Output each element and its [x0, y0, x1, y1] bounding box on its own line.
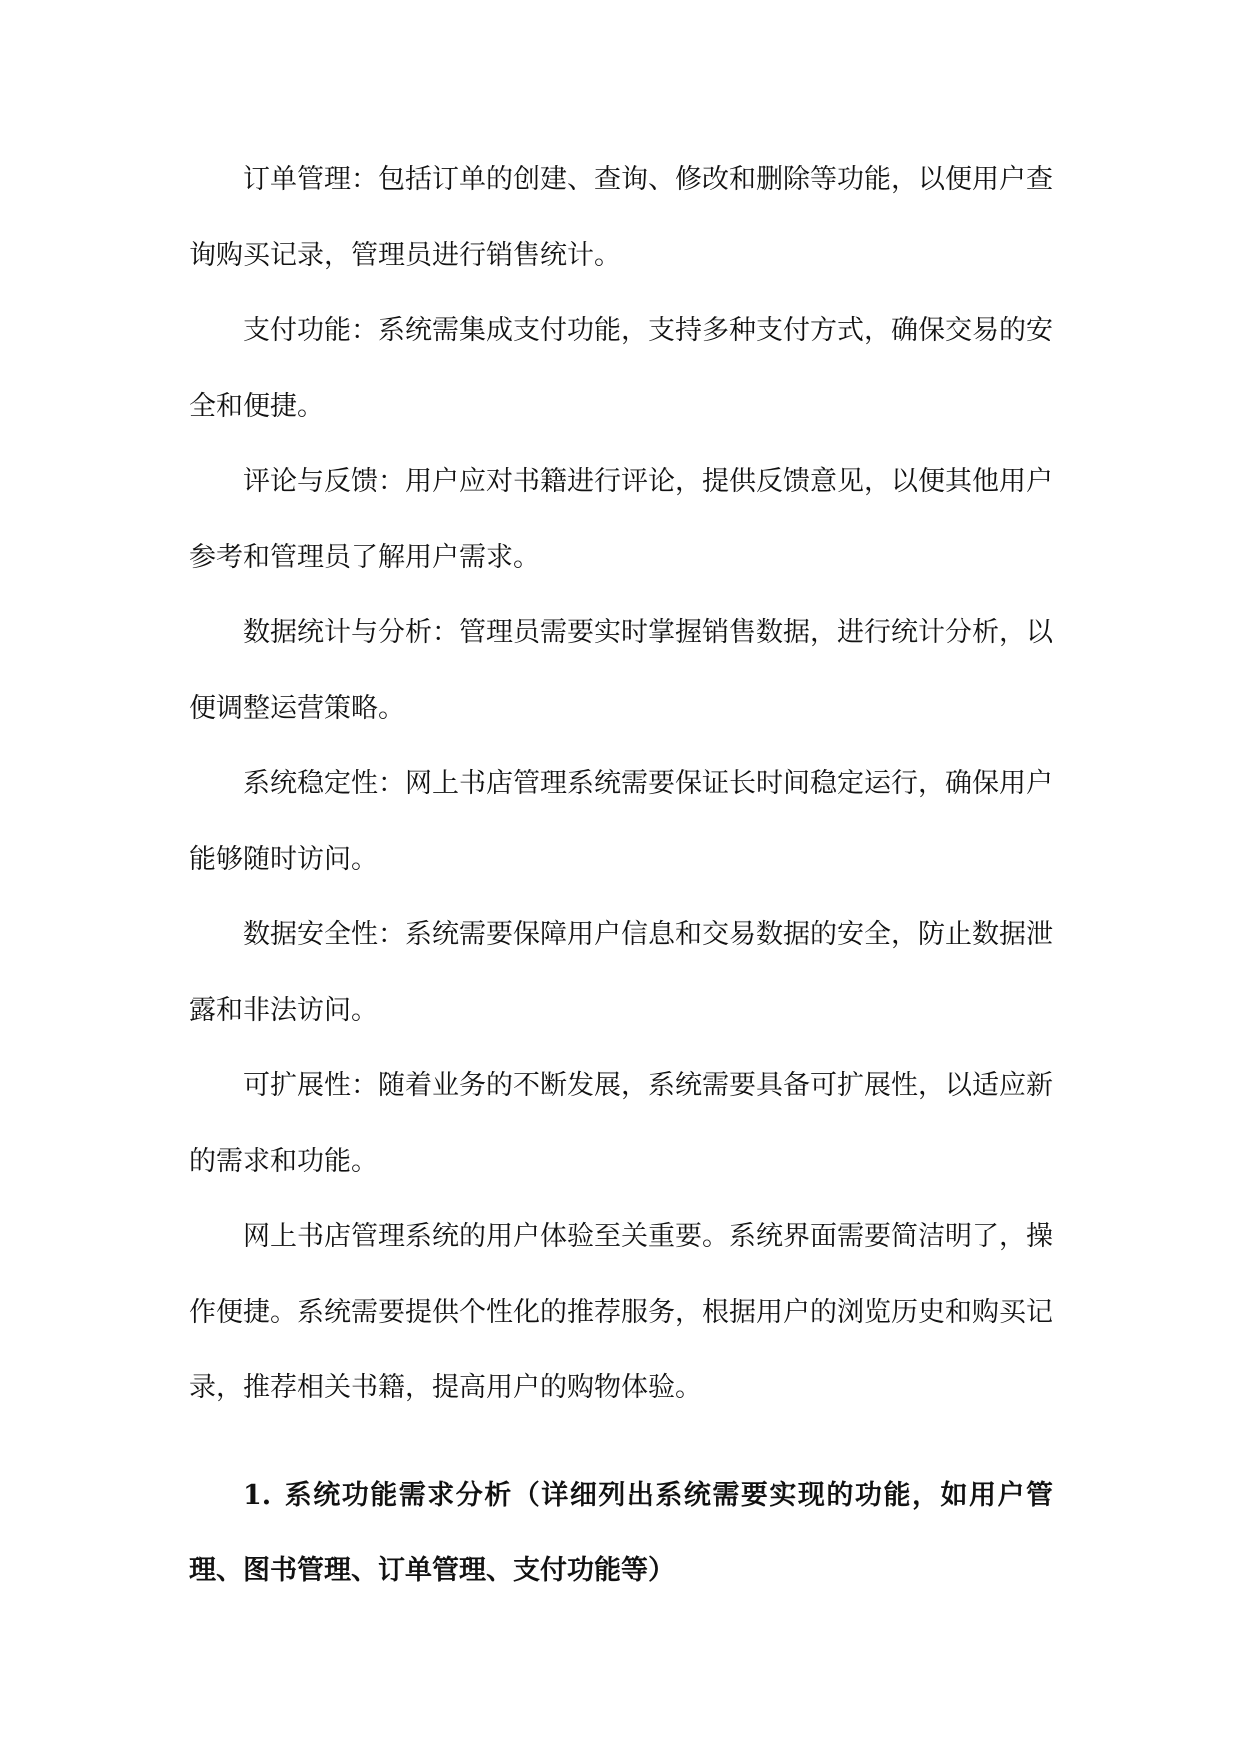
paragraph-payment: 支付功能：系统需集成支付功能，支持多种支付方式，确保交易的安全和便捷。 — [189, 315, 1053, 422]
paragraph-statistics: 数据统计与分析：管理员需要实时掌握销售数据，进行统计分析，以便调整运营策略。 — [189, 617, 1053, 724]
paragraph-reviews-feedback: 评论与反馈：用户应对书籍进行评论，提供反馈意见，以便其他用户参考和管理员了解用户需求。 — [189, 466, 1053, 573]
section-heading — [189, 1458, 1053, 1608]
paragraph-scalability: 可扩展性：随着业务的不断发展，系统需要具备可扩展性，以适应新的需求和功能。 — [189, 1070, 1053, 1177]
section-number: 1. — [243, 1480, 272, 1511]
paragraph-stability: 系统稳定性：网上书店管理系统需要保证长时间稳定运行，确保用户能够随时访问。 — [189, 768, 1053, 875]
paragraph-order-management: 订单管理：包括订单的创建、查询、修改和删除等功能，以便用户查询购买记录，管理员进行销售统计。 — [189, 164, 1053, 271]
section-heading-text: 系统功能需求分析（详细列出系统需要实现的功能，如用户管理、图书管理、订单管理、支付功能等） — [189, 1480, 1053, 1586]
paragraph-data-security: 数据安全性：系统需要保障用户信息和交易数据的安全，防止数据泄露和非法访问。 — [189, 919, 1053, 1026]
body-text — [189, 142, 1053, 1426]
paragraph-user-experience: 网上书店管理系统的用户体验至关重要。系统界面需要简洁明了，操作便捷。系统需要提供个性化的推荐服务，根据用户的浏览历史和购买记录，推荐相关书籍，提高用户的购物体验。 — [189, 1221, 1053, 1403]
